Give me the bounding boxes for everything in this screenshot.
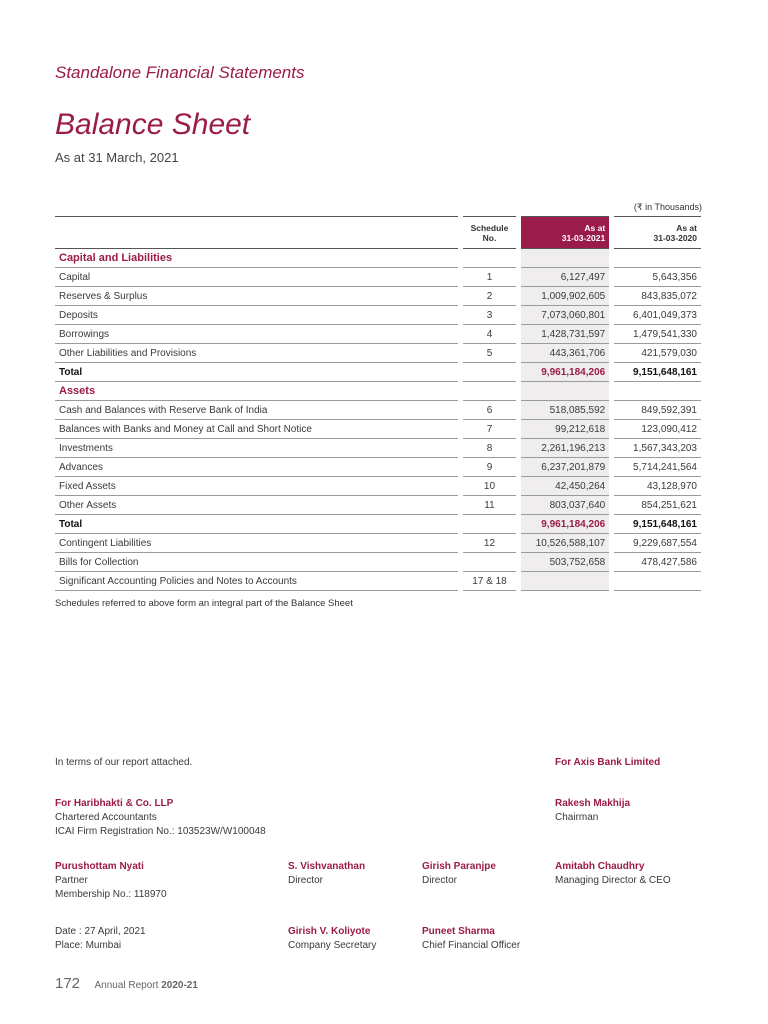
row-label: Investments xyxy=(55,439,458,458)
row-schedule: 9 xyxy=(463,458,517,477)
row-schedule xyxy=(463,515,517,534)
table-row xyxy=(55,325,701,344)
row-current-value: 7,073,060,801 xyxy=(521,306,609,325)
row-current-value: 9,961,184,206 xyxy=(521,363,609,382)
table-row xyxy=(55,553,701,572)
row-previous-value: 478,427,586 xyxy=(614,553,701,572)
chairman-block: Rakesh Makhija Chairman xyxy=(555,798,631,823)
row-label: Other Liabilities and Provisions xyxy=(55,344,458,363)
row-previous-value: 843,835,072 xyxy=(614,287,701,306)
row-label: Borrowings xyxy=(55,325,458,344)
table-row xyxy=(55,572,701,591)
row-current-value: 443,361,706 xyxy=(521,344,609,363)
row-schedule: 8 xyxy=(463,439,517,458)
row-previous-value: 6,401,049,373 xyxy=(614,306,701,325)
table-row xyxy=(55,534,701,553)
row-schedule: 10 xyxy=(463,477,517,496)
row-label: Advances xyxy=(55,458,458,477)
total-row xyxy=(55,363,701,382)
md-ceo-block: Amitabh Chaudhry Managing Director & CEO xyxy=(555,861,671,886)
table-header-row xyxy=(55,217,701,249)
balance-sheet-table xyxy=(55,216,701,591)
particulars-header xyxy=(55,217,458,249)
table-row xyxy=(55,458,701,477)
row-previous-value: 854,251,621 xyxy=(614,496,701,515)
row-current-value: 9,961,184,206 xyxy=(521,515,609,534)
row-current-value: 1,428,731,597 xyxy=(521,325,609,344)
row-previous-value: 43,128,970 xyxy=(614,477,701,496)
row-previous-value: 1,479,541,330 xyxy=(614,325,701,344)
row-schedule: 6 xyxy=(463,401,517,420)
row-schedule: 1 xyxy=(463,268,517,287)
bank-signatory-block: For Axis Bank Limited xyxy=(555,757,661,768)
schedules-note: Schedules referred to above form an integral part of the Balance Sheet xyxy=(55,598,353,609)
row-schedule: 7 xyxy=(463,420,517,439)
row-current-value xyxy=(521,249,609,268)
director-2-block: Girish Paranjpe Director xyxy=(422,861,496,886)
row-label: Total xyxy=(55,363,458,382)
schedule-header: Schedule No. xyxy=(463,217,517,249)
row-previous-value: 1,567,343,203 xyxy=(614,439,701,458)
table-row xyxy=(55,287,701,306)
total-row xyxy=(55,515,701,534)
row-previous-value xyxy=(614,382,701,401)
row-current-value: 803,037,640 xyxy=(521,496,609,515)
row-current-value: 42,450,264 xyxy=(521,477,609,496)
row-label: Fixed Assets xyxy=(55,477,458,496)
row-previous-value: 9,151,648,161 xyxy=(614,363,701,382)
units-note: (₹ in Thousands) xyxy=(633,202,702,212)
page-kicker: Standalone Financial Statements xyxy=(55,63,305,82)
row-schedule: 5 xyxy=(463,344,517,363)
row-schedule xyxy=(463,553,517,572)
table-row xyxy=(55,268,701,287)
row-current-value: 6,127,497 xyxy=(521,268,609,287)
row-label: Bills for Collection xyxy=(55,553,458,572)
row-previous-value: 9,229,687,554 xyxy=(614,534,701,553)
row-current-value xyxy=(521,382,609,401)
row-current-value: 6,237,201,879 xyxy=(521,458,609,477)
row-current-value: 99,212,618 xyxy=(521,420,609,439)
row-previous-value: 421,579,030 xyxy=(614,344,701,363)
row-previous-value: 5,643,356 xyxy=(614,268,701,287)
as-at-date: As at 31 March, 2021 xyxy=(55,150,179,165)
director-1-block: S. Vishvanathan Director xyxy=(288,861,366,886)
row-current-value xyxy=(521,572,609,591)
row-current-value: 2,261,196,213 xyxy=(521,439,609,458)
table-row xyxy=(55,344,701,363)
row-current-value: 10,526,588,107 xyxy=(521,534,609,553)
report-reference: In terms of our report attached. xyxy=(55,757,193,768)
row-current-value: 503,752,658 xyxy=(521,553,609,572)
table-row xyxy=(55,401,701,420)
row-current-value: 518,085,592 xyxy=(521,401,609,420)
table-row xyxy=(55,420,701,439)
cfo-block: Puneet Sharma Chief Financial Officer xyxy=(422,926,521,951)
section-row xyxy=(55,249,701,268)
row-previous-value xyxy=(614,572,701,591)
row-label: Contingent Liabilities xyxy=(55,534,458,553)
table-row xyxy=(55,496,701,515)
table-row xyxy=(55,306,701,325)
table-row xyxy=(55,477,701,496)
page-title: Balance Sheet xyxy=(55,108,251,141)
row-schedule xyxy=(463,249,517,268)
table-row xyxy=(55,439,701,458)
row-schedule: 11 xyxy=(463,496,517,515)
company-secretary-block: Girish V. Koliyote Company Secretary xyxy=(288,926,377,951)
report-label: Annual Report 2020-21 xyxy=(94,980,198,991)
row-previous-value: 849,592,391 xyxy=(614,401,701,420)
row-schedule: 17 & 18 xyxy=(463,572,517,591)
row-label: Capital and Liabilities xyxy=(55,249,458,268)
row-schedule: 12 xyxy=(463,534,517,553)
row-label: Other Assets xyxy=(55,496,458,515)
row-label: Balances with Banks and Money at Call and Short Notice xyxy=(55,420,458,439)
row-schedule xyxy=(463,382,517,401)
current-year-header: As at 31-03-2021 xyxy=(521,217,609,249)
row-schedule xyxy=(463,363,517,382)
row-label: Total xyxy=(55,515,458,534)
row-schedule: 2 xyxy=(463,287,517,306)
row-schedule: 4 xyxy=(463,325,517,344)
row-label: Cash and Balances with Reserve Bank of India xyxy=(55,401,458,420)
row-current-value: 1,009,902,605 xyxy=(521,287,609,306)
partner-block: Purushottam Nyati Partner Membership No.: 118970 xyxy=(55,861,167,900)
page-number: 172 xyxy=(55,975,81,992)
previous-year-header: As at 31-03-2020 xyxy=(614,217,701,249)
row-label: Assets xyxy=(55,382,458,401)
row-label: Deposits xyxy=(55,306,458,325)
row-schedule: 3 xyxy=(463,306,517,325)
row-label: Significant Accounting Policies and Notes to Accounts xyxy=(55,572,458,591)
auditor-block: For Haribhakti & Co. LLP Chartered Accountants ICAI Firm Registration No.: 103523W/W100048 xyxy=(55,798,266,837)
row-previous-value xyxy=(614,249,701,268)
row-previous-value: 9,151,648,161 xyxy=(614,515,701,534)
row-previous-value: 5,714,241,564 xyxy=(614,458,701,477)
row-label: Reserves & Surplus xyxy=(55,287,458,306)
row-label: Capital xyxy=(55,268,458,287)
date-place-block: Date : 27 April, 2021 Place: Mumbai xyxy=(55,926,146,951)
section-row xyxy=(55,382,701,401)
row-previous-value: 123,090,412 xyxy=(614,420,701,439)
page-footer xyxy=(55,975,198,993)
